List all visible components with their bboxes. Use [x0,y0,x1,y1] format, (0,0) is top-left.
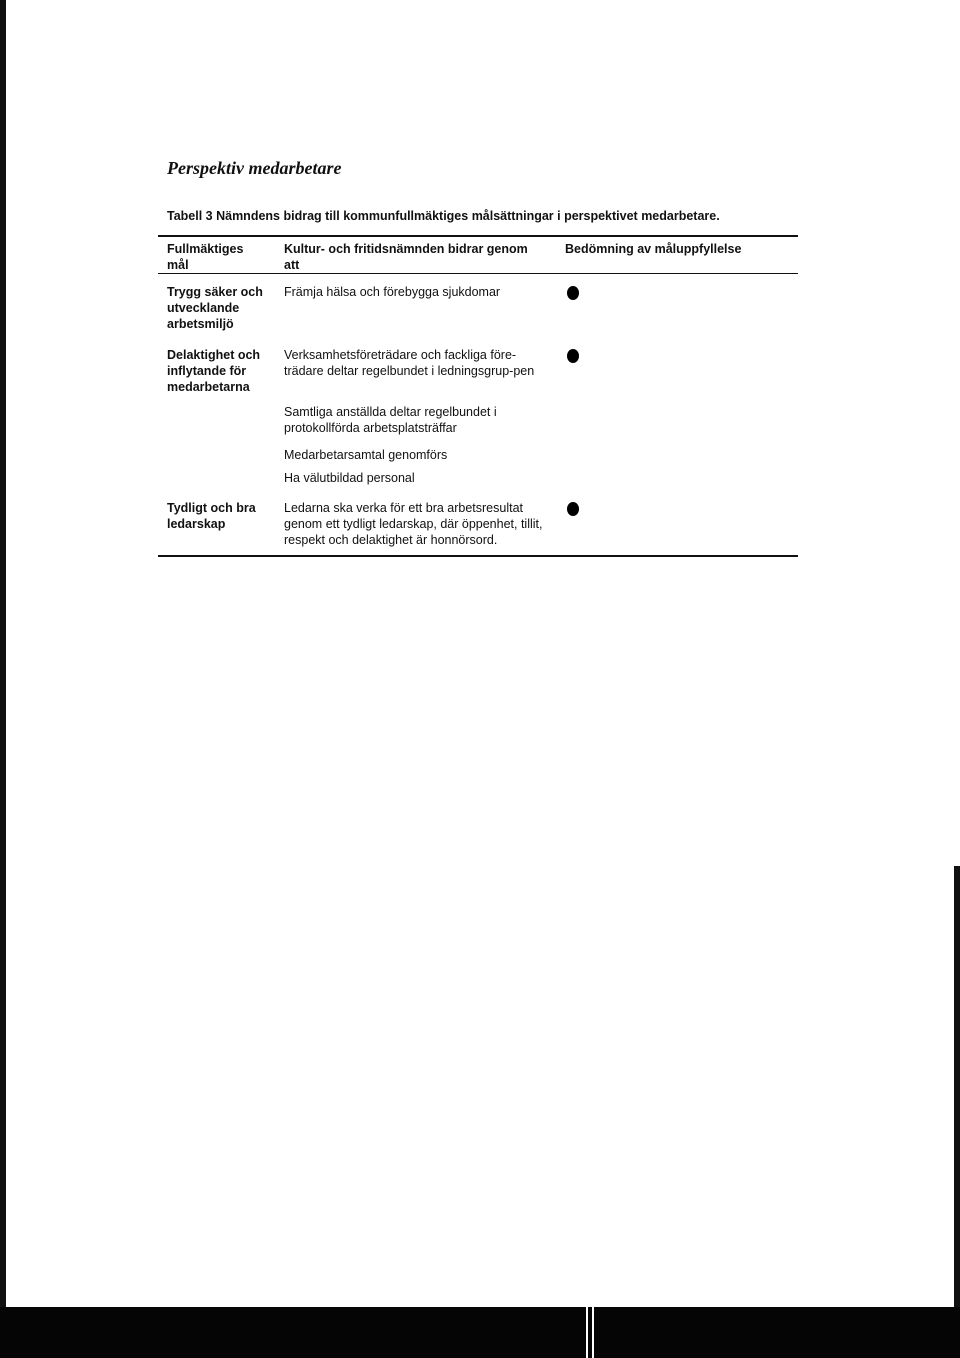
scan-edge-right [954,866,960,1358]
row-goal: Delaktighet och inflytande för medarbetarna [167,348,261,394]
table-bottom-rule [158,555,798,557]
header-contribution: Kultur- och fritidsnämnden bidrar genom att [284,242,528,272]
row-contribution: Främja hälsa och förebygga sjukdomar [284,285,501,299]
row-goal: Tydligt och bra ledarskap [167,501,256,531]
assessment-filled-circle-icon [567,349,579,363]
assessment-filled-circle-icon [567,502,579,516]
scan-bottom-band [0,1307,960,1358]
section-heading: Perspektiv medarbetare [167,158,342,178]
row-contribution: Samtliga anställda deltar regelbundet i protokollförda arbetsplatsträffar [284,405,497,435]
scan-band-line [592,1307,594,1358]
assessment-filled-circle-icon [567,286,579,300]
header-goal: Fullmäktiges mål [167,242,244,272]
row-contribution: Ha välutbildad personal [284,471,415,485]
row-goal: Trygg säker och utvecklande arbetsmiljö [167,285,263,331]
header-assessment: Bedömning av måluppfyllelse [565,242,742,256]
table-header-rule [158,273,798,274]
scan-band-line [586,1307,588,1358]
row-contribution: Ledarna ska verka för ett bra arbetsresultat genom ett tydligt ledarskap, där öppenhet, tillit, respekt och delaktighet är honnörsord. [284,501,543,547]
table-top-rule [158,235,798,237]
scan-edge-left [0,0,6,1358]
row-contribution: Verksamhetsföreträdare och fackliga före-trädare deltar regelbundet i ledningsgrup-pen [284,348,535,378]
table-caption: Tabell 3 Nämndens bidrag till kommunfullmäktiges målsättningar i perspektivet medarbetare. [167,209,720,223]
row-contribution: Medarbetarsamtal genomförs [284,448,448,462]
